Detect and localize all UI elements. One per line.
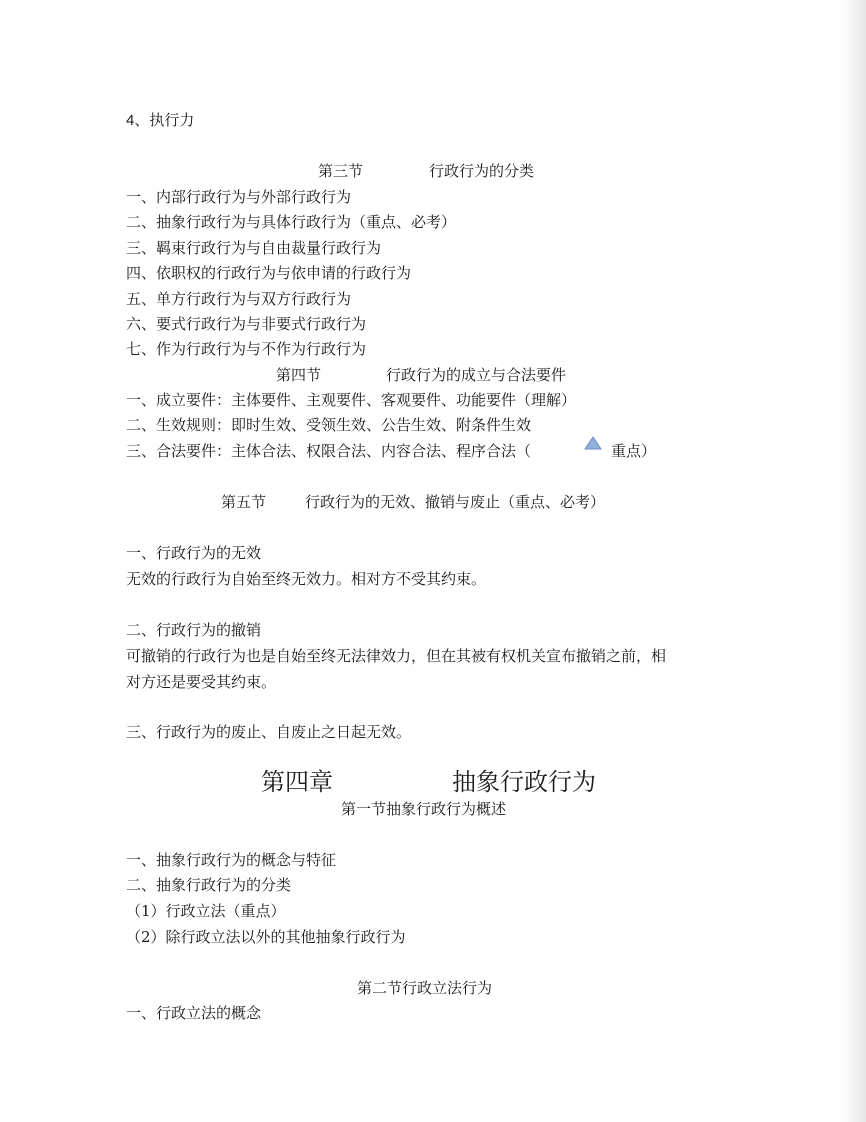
revocation-heading: 二、行政行为的撤销 xyxy=(126,621,262,639)
item-4-execution-power: 4、执行力 xyxy=(126,112,195,129)
triangle-icon xyxy=(584,436,602,450)
revocation-text-line-2: 对方还是要受其约束。 xyxy=(126,673,277,691)
classification-item-6: 六、要式行政行为与非要式行政行为 xyxy=(126,315,367,333)
abstract-act-item-1: 一、抽象行政行为的概念与特征 xyxy=(126,851,337,869)
classification-item-3: 三、羁束行政行为与自由裁量行政行为 xyxy=(126,239,382,257)
classification-item-5: 五、单方行政行为与双方行政行为 xyxy=(126,290,352,308)
invalidity-text: 无效的行政行为自始至终无效力。相对方不受其约束。 xyxy=(126,570,487,588)
revocation-text-line-1: 可撤销的行政行为也是自始至终无法律效力，但在其被有权机关宣布撤销之前，相 xyxy=(126,647,667,665)
requirement-item-3-tail: 重点） xyxy=(611,442,657,460)
chapter-4-section-1-title: 第一节抽象行政行为概述 xyxy=(341,800,507,818)
requirement-item-1: 一、成立要件：主体要件、主观要件、客观要件、功能要件（理解） xyxy=(126,391,577,409)
classification-item-4: 四、依职权的行政行为与依申请的行政行为 xyxy=(126,264,412,282)
legislation-concept-heading: 一、行政立法的概念 xyxy=(126,1004,262,1022)
classification-item-7: 七、作为行政行为与不作为行政行为 xyxy=(126,340,367,358)
requirement-item-2: 二、生效规则：即时生效、受领生效、公告生效、附条件生效 xyxy=(126,416,532,434)
abolition-heading: 三、行政行为的废止、自废止之日起无效。 xyxy=(126,723,412,741)
section-4-title: 行政行为的成立与合法要件 xyxy=(386,366,567,384)
section-4-number: 第四节 xyxy=(276,366,322,384)
chapter-4-title: 抽象行政行为 xyxy=(452,768,596,796)
classification-item-2: 二、抽象行政行为与具体行政行为（重点、必考） xyxy=(126,213,457,231)
chapter-4-section-2-title: 第二节行政立法行为 xyxy=(357,979,493,997)
section-5-number: 第五节 xyxy=(221,493,267,511)
abstract-act-subitem-1: （1）行政立法（重点） xyxy=(126,902,286,920)
abstract-act-item-2: 二、抽象行政行为的分类 xyxy=(126,876,292,894)
section-5-title: 行政行为的无效、撤销与废止（重点、必考） xyxy=(305,493,606,511)
invalidity-heading: 一、行政行为的无效 xyxy=(126,544,262,562)
classification-item-1: 一、内部行政行为与外部行政行为 xyxy=(126,188,352,206)
page-edge-shadow xyxy=(840,0,866,1122)
section-3-title: 行政行为的分类 xyxy=(429,162,535,180)
chapter-4-number: 第四章 xyxy=(261,768,333,796)
requirement-item-3: 三、合法要件：主体合法、权限合法、内容合法、程序合法（ xyxy=(126,442,532,460)
section-3-number: 第三节 xyxy=(318,162,364,180)
abstract-act-subitem-2: （2）除行政立法以外的其他抽象行政行为 xyxy=(126,928,406,946)
